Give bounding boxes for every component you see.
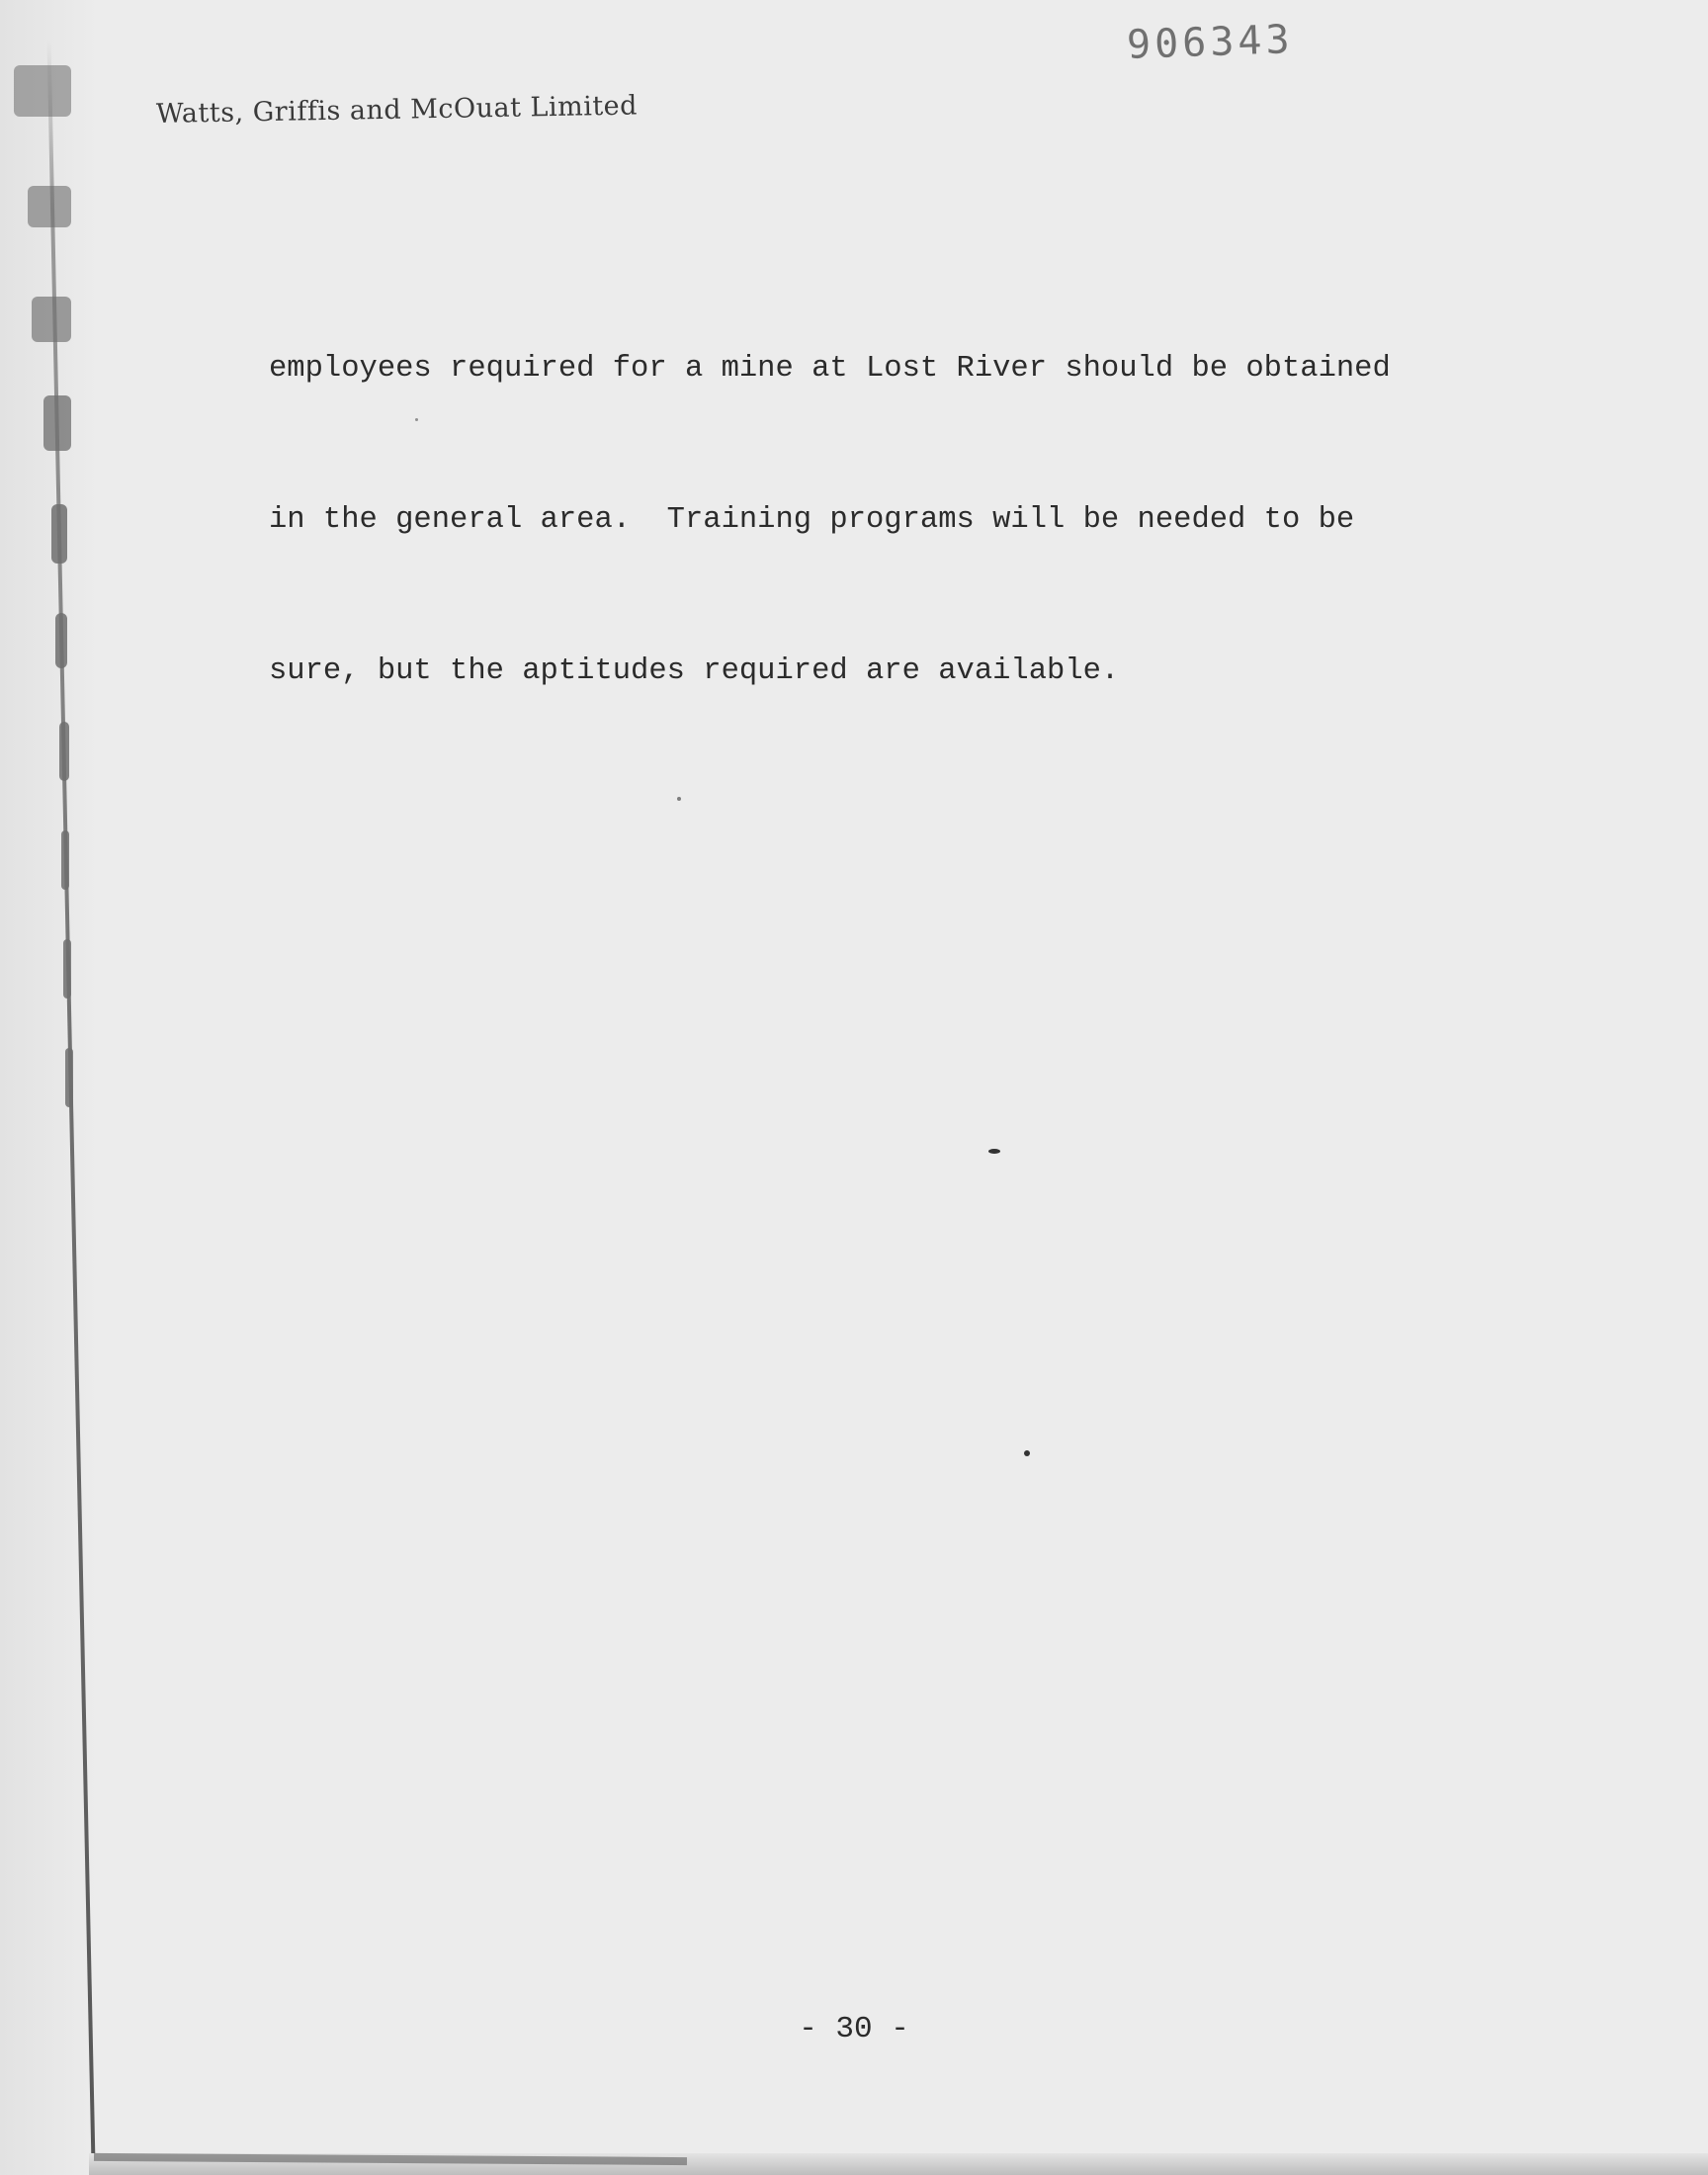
ink-speck <box>988 1149 1000 1154</box>
ink-speck <box>415 418 418 421</box>
body-line: employees required for a mine at Lost River should be obtained <box>269 352 1391 386</box>
page-number: - 30 - <box>799 2012 909 2046</box>
binding-hole <box>14 65 71 117</box>
document-number: 906343 <box>1126 17 1295 68</box>
binding-hole <box>32 297 71 342</box>
binding-hole <box>55 613 67 668</box>
letterhead: Watts, Griffis and McOuat Limited <box>155 90 639 130</box>
ink-speck <box>1024 1450 1030 1456</box>
binding-hole <box>63 939 71 999</box>
binding-hole <box>43 395 71 451</box>
body-line: sure, but the aptitudes required are available. <box>269 654 1120 688</box>
binding-hole <box>61 830 69 890</box>
binding-hole <box>51 504 67 564</box>
body-text <box>269 243 1554 798</box>
binding-hole <box>65 1048 73 1107</box>
binding-hole <box>28 186 71 227</box>
binding-hole <box>59 722 69 781</box>
ink-speck <box>677 797 681 801</box>
body-line: in the general area. Training programs will be needed to be <box>269 503 1355 537</box>
